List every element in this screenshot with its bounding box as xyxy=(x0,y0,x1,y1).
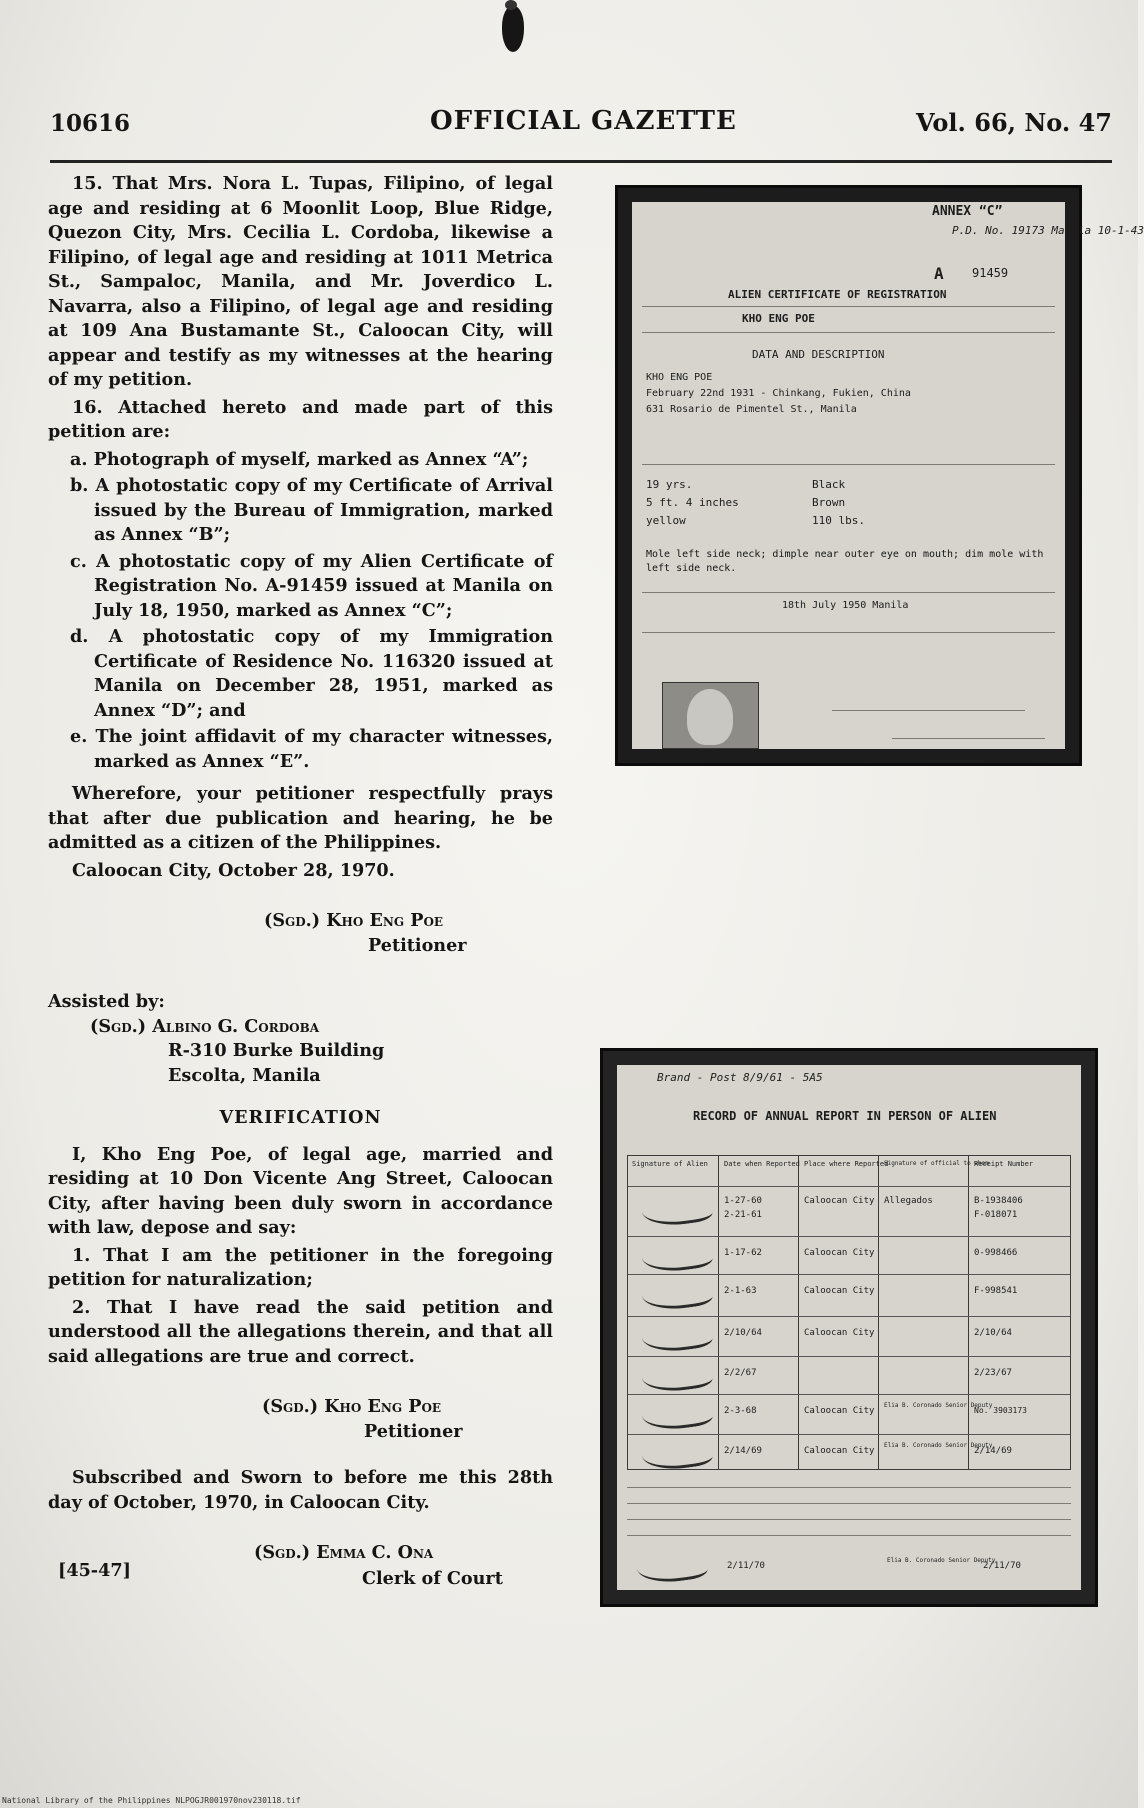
form-line xyxy=(627,1503,1071,1504)
subscribed-sworn: Subscribed and Sworn to before me this 28th day of October, 1970, in Caloocan City. xyxy=(48,1467,553,1513)
table-divider xyxy=(628,1236,1070,1237)
table-cell: Elia B. Coronado Senior Deputy xyxy=(887,1557,996,1564)
col-header: Signature of official to whom xyxy=(884,1160,989,1167)
table-divider xyxy=(628,1186,1070,1187)
cert-number: 91459 xyxy=(972,266,1009,280)
clerk-role: Clerk of Court xyxy=(362,1568,503,1589)
table-cell: 1-27-60 xyxy=(724,1196,762,1206)
signature-petitioner-2: (Sgd.) Kho Eng Poe xyxy=(262,1396,442,1417)
table-cell: 2/11/70 xyxy=(983,1561,1021,1571)
table-cell: Elia B. Coronado Senior Deputy xyxy=(884,1442,993,1449)
annex-c-handwritten-note: P.D. No. 19173 Manila 10-1-43 xyxy=(952,224,1144,237)
table-cell: 2/14/69 xyxy=(974,1446,1012,1456)
alien-name: KHO ENG POE xyxy=(742,312,815,325)
volume-number: Vol. 66, No. 47 xyxy=(916,108,1112,137)
residence: 631 Rosario de Pimentel St., Manila xyxy=(646,404,857,415)
complexion: yellow xyxy=(646,514,686,527)
table-cell: Caloocan City xyxy=(804,1286,875,1296)
table-cell: Allegados xyxy=(884,1196,933,1206)
col-header: Signature of Alien xyxy=(632,1160,708,1168)
paragraph-16: 16. Attached hereto and made part of this petition are: xyxy=(48,396,553,442)
cert-title: ALIEN CERTIFICATE OF REGISTRATION xyxy=(728,288,947,301)
table-cell: No. 3903173 xyxy=(974,1406,1027,1415)
list-item: b. A photostatic copy of my Certificate of Arrival issued by the Bureau of Immigration, marked as Annex “B”; xyxy=(70,475,553,545)
alien-signature xyxy=(640,1317,713,1355)
signature-line xyxy=(832,710,1025,711)
verification-intro: I, Kho Eng Poe, of legal age, married and residing at 10 Don Vicente Ang Street, Caloocan City, after having been duly sworn in accordance with law, depose and say: xyxy=(48,1143,553,1238)
alien-signature xyxy=(640,1275,713,1313)
table-cell: 1-17-62 xyxy=(724,1248,762,1258)
alien-signature xyxy=(640,1237,713,1275)
annex-d-handwritten-note: Brand - Post 8/9/61 - 5A5 xyxy=(657,1071,823,1084)
report-table xyxy=(627,1155,1071,1470)
list-item: a. Photograph of myself, marked as Annex “A”; xyxy=(70,448,529,470)
place-date: Caloocan City, October 28, 1970. xyxy=(72,859,395,881)
assisted-by-label: Assisted by: xyxy=(48,991,165,1012)
signature-petitioner-role: Petitioner xyxy=(368,934,467,956)
table-cell: B-1938406 xyxy=(974,1196,1023,1206)
signature-line xyxy=(892,738,1045,739)
annex-c-photostat xyxy=(615,185,1144,766)
header-rule xyxy=(50,160,1112,163)
verification-title: VERIFICATION xyxy=(219,1107,382,1128)
clerk-block xyxy=(48,1533,553,1603)
table-divider xyxy=(628,1394,1070,1395)
alien-name-2: KHO ENG POE xyxy=(646,372,713,383)
alien-signature xyxy=(640,1191,713,1229)
table-cell: 2/23/67 xyxy=(974,1368,1012,1378)
annex-c-label: ANNEX “C” xyxy=(932,204,1003,219)
col-header: Place where Reported xyxy=(804,1160,889,1168)
gazette-title: OFFICIAL GAZETTE xyxy=(430,106,737,136)
table-cell: F-998541 xyxy=(974,1286,1018,1296)
paragraph-15: 15. That Mrs. Nora L. Tupas, Filipino, of legal age and residing at 6 Moonlit Loop, Blue Ridge, Quezon City, Mrs. Cecilia L. Cordoba, likewise a Filipino, of legal age and residing at 1011 Metrica St., Sampaloc, Manila, and Mr. Joverdico L. Navarra, also a Filipino, of legal age and residing at 109 Ana Bustamante St., Caloocan City, will appear and testify as my witnesses at the hearing of my petition. xyxy=(48,173,553,390)
form-line xyxy=(642,332,1055,333)
clerk-signature: (Sgd.) Emma C. Ona xyxy=(254,1542,434,1563)
table-cell: 2-3-68 xyxy=(724,1406,757,1416)
table-divider xyxy=(628,1274,1070,1275)
counsel-address-1: R-310 Burke Building xyxy=(168,1040,385,1061)
hair: Black xyxy=(812,478,846,491)
form-line xyxy=(627,1519,1071,1520)
form-line xyxy=(642,592,1055,593)
annex-c-document xyxy=(632,202,1144,749)
table-cell: Caloocan City xyxy=(804,1328,875,1338)
photo-face xyxy=(687,689,733,745)
table-cell: Caloocan City xyxy=(804,1196,875,1206)
weight: 110 lbs. xyxy=(812,514,865,527)
distinguishing-marks: Mole left side neck; dimple near outer eye on mouth; dim mole with left side neck. xyxy=(646,549,1044,574)
table-cell: Elia B. Coronado Senior Deputy xyxy=(884,1402,993,1409)
alien-signature xyxy=(640,1435,713,1473)
page-number: 10616 xyxy=(50,110,131,137)
form-line xyxy=(642,632,1055,633)
form-line xyxy=(642,464,1055,465)
table-cell: F-018071 xyxy=(974,1210,1018,1220)
table-divider xyxy=(628,1316,1070,1317)
table-cell: Caloocan City xyxy=(804,1446,875,1456)
col-header: Date when Reported xyxy=(724,1160,800,1168)
annex-d-photostat xyxy=(600,1048,1098,1607)
eyes: Brown xyxy=(812,496,846,509)
table-cell: 0-998466 xyxy=(974,1248,1018,1258)
scan-footer: National Library of the Philippines NLPOGJR001970nov230118.tif xyxy=(2,1796,301,1805)
age: 19 yrs. xyxy=(646,478,693,491)
table-cell: 2/14/69 xyxy=(724,1446,762,1456)
col-header: Receipt Number xyxy=(974,1160,1034,1168)
cert-letter: A xyxy=(934,264,944,283)
counsel-address-2: Escolta, Manila xyxy=(168,1064,321,1086)
table-divider xyxy=(628,1356,1070,1357)
list-item: e. The joint affidavit of my character witnesses, marked as Annex “E”. xyxy=(70,726,553,772)
left-column xyxy=(48,172,553,1603)
counsel-name: (Sgd.) Albino G. Cordoba xyxy=(90,1015,320,1037)
table-divider xyxy=(878,1156,879,1469)
form-line xyxy=(627,1535,1071,1536)
page-header xyxy=(50,100,1112,150)
table-cell: 2/11/70 xyxy=(727,1561,765,1571)
table-divider xyxy=(798,1156,799,1469)
list-item: d. A photostatic copy of my Immigration Certificate of Residence No. 116320 issued at Manila on December 28, 1951, marked as Annex “D”; and xyxy=(70,626,553,721)
height: 5 ft. 4 inches xyxy=(646,496,739,509)
ink-blot-dot xyxy=(505,0,517,10)
section-heading: DATA AND DESCRIPTION xyxy=(752,348,885,361)
table-cell: 2/10/64 xyxy=(724,1328,762,1338)
alien-photo xyxy=(662,682,759,749)
table-divider xyxy=(628,1434,1070,1435)
form-line xyxy=(642,306,1055,307)
annex-d-document xyxy=(617,1065,1081,1590)
list-item: c. A photostatic copy of my Alien Certificate of Registration No. A-91459 issued at Manila on July 18, 1950, marked as Annex “C”; xyxy=(70,550,553,621)
table-cell: Caloocan City xyxy=(804,1248,875,1258)
table-cell: Caloocan City xyxy=(804,1406,875,1416)
table-cell: 2/2/67 xyxy=(724,1368,757,1378)
annex-d-title: RECORD OF ANNUAL REPORT IN PERSON OF ALIEN xyxy=(693,1109,997,1123)
signature-petitioner: (Sgd.) Kho Eng Poe xyxy=(264,910,444,931)
date-place-of-birth: February 22nd 1931 - Chinkang, Fukien, China xyxy=(646,388,911,399)
table-cell: 2-1-63 xyxy=(724,1286,757,1296)
verification-1: 1. That I am the petitioner in the foregoing petition for naturalization; xyxy=(48,1244,553,1290)
table-cell: 2-21-61 xyxy=(724,1210,762,1220)
wherefore-paragraph: Wherefore, your petitioner respectfully prays that after due publication and hearing, he be admitted as a citizen of the Philippines. xyxy=(48,783,553,853)
table-divider xyxy=(968,1156,969,1469)
issued-date-place: 18th July 1950 Manila xyxy=(782,600,909,611)
alien-signature xyxy=(640,1395,713,1433)
ink-blot xyxy=(502,6,524,52)
table-cell: 2/10/64 xyxy=(974,1328,1012,1338)
verification-2: 2. That I have read the said petition and understood all the allegations therein, and that all said allegations are true and correct. xyxy=(48,1296,553,1367)
table-divider xyxy=(718,1156,719,1469)
signature-petitioner-2-role: Petitioner xyxy=(364,1420,463,1442)
alien-signature xyxy=(635,1548,708,1586)
form-line xyxy=(627,1487,1071,1488)
alien-signature xyxy=(640,1357,713,1395)
reference-number: [45-47] xyxy=(58,1560,131,1581)
